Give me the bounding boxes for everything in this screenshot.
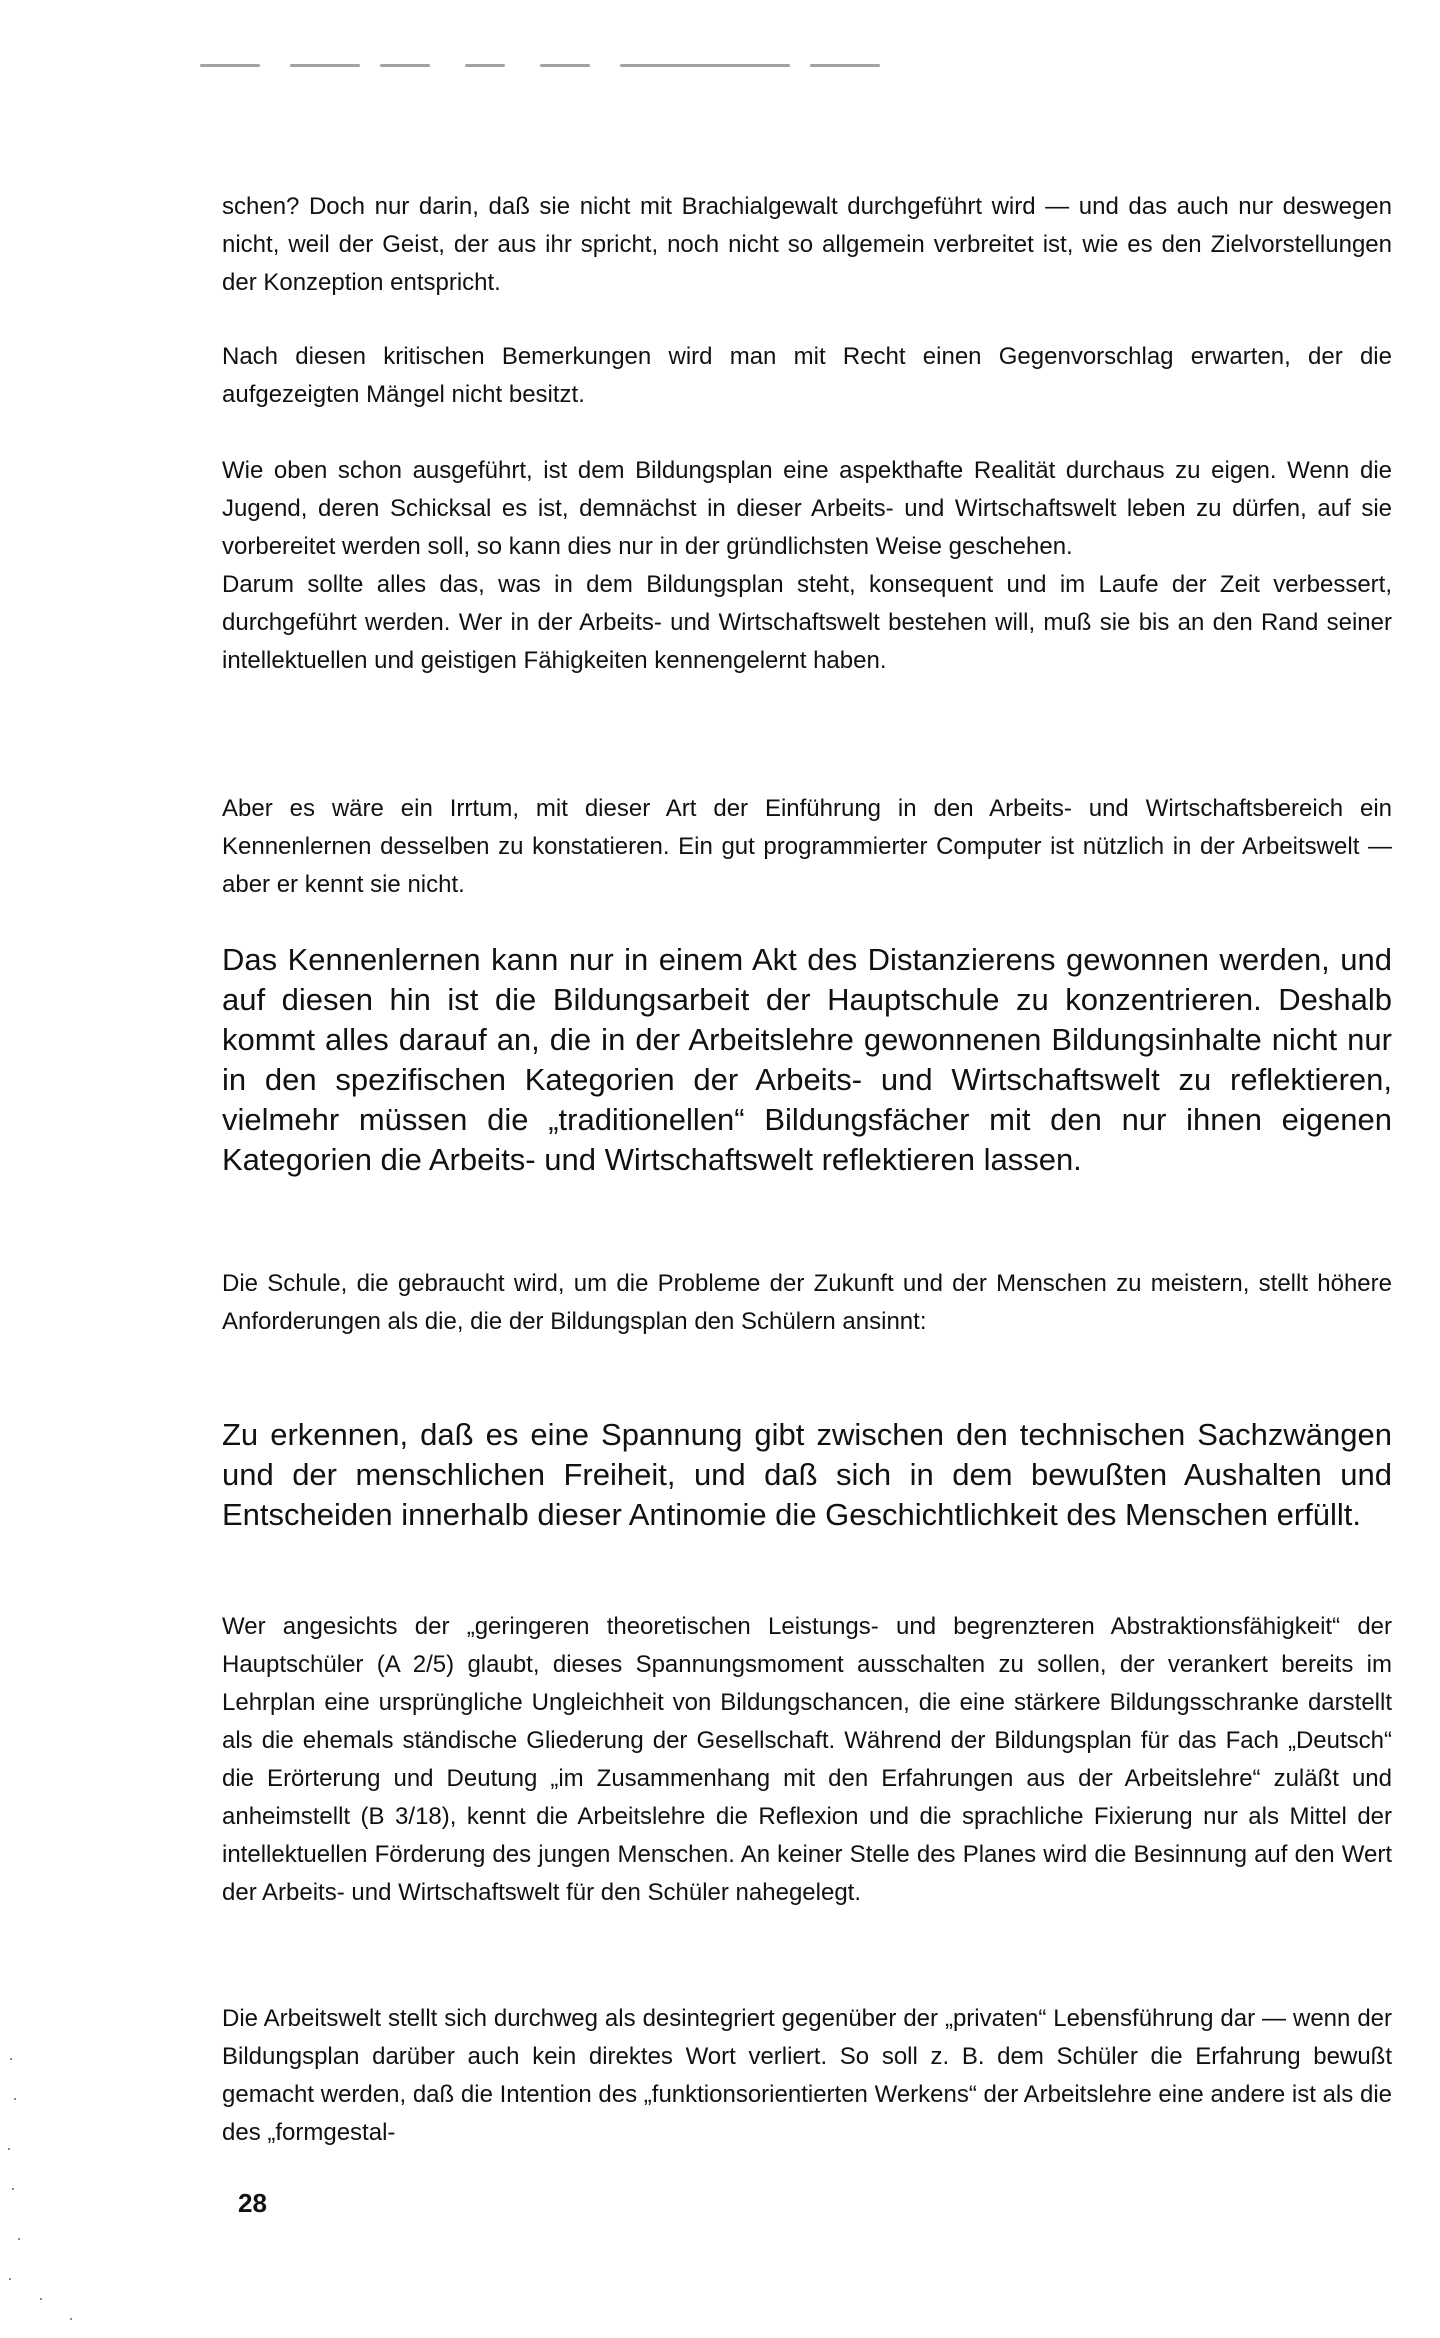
paragraph-1-block bbox=[222, 188, 1392, 302]
paragraph-4: Darum sollte alles das, was in dem Bildungsplan steht, konsequent und im Laufe der Zeit verbessert, durchgeführt werden. Wer in der Arbeits- und Wirtschaftswelt bestehen will, muß sie bis an den Rand seiner intellektuellen und geistigen Fähigkeiten kennengelernt haben. bbox=[222, 571, 1392, 674]
paragraph-8-emphasis: Zu erkennen, daß es eine Spannung gibt zwischen den technischen Sachzwängen und der menschlichen Freiheit, und daß sich in dem bewußten Aushalten und Entscheiden innerhalb dieser Antinomie die Geschichtlichkeit des Menschen erfüllt. bbox=[222, 1417, 1392, 1532]
paragraph-6-emphasis: Das Kennenlernen kann nur in einem Akt des Distanzierens gewonnen werden, und auf diesen hin ist die Bildungsarbeit der Hauptschule zu konzentrieren. Deshalb kommt alles darauf an, die in der Arbeitslehre gewonnenen Bildungsinhalte nicht nur in den spezifischen Kategorien der Arbeits- und Wirtschaftswelt zu reflektieren, vielmehr müssen die „traditionellen“ Bildungsfächer mit den nur ihnen eigenen Kategorien die Arbeits- und Wirtschaftswelt reflektieren lassen. bbox=[222, 942, 1392, 1177]
paragraph-7: Die Schule, die gebraucht wird, um die Probleme der Zukunft und der Menschen zu meistern, stellt höhere Anforderungen als die, die der Bildungsplan den Schülern ansinnt: bbox=[222, 1270, 1392, 1335]
paragraph-1: schen? Doch nur darin, daß sie nicht mit Brachialgewalt durchgeführt wird — und das auch nur deswegen nicht, weil der Geist, der aus ihr spricht, noch nicht so allgemein verbreitet ist, wie es den Zielvorstellungen der Konzeption entspricht. bbox=[222, 193, 1392, 296]
header-scan-artifact bbox=[200, 58, 880, 70]
paragraph-10: Die Arbeitswelt stellt sich durchweg als desintegriert gegenüber der „privaten“ Lebensführung dar — wenn der Bildungsplan darüber auch kein direktes Wort verliert. So soll z. B. dem Schüler die Erfahrung bewußt gemacht werden, daß die Intention des „funktionsorientierten Werkens“ der Arbeitslehre eine andere ist als die des „formgestal- bbox=[222, 2005, 1392, 2146]
paragraph-10-block bbox=[222, 2000, 1392, 2152]
paragraph-6-block bbox=[222, 940, 1392, 1180]
paragraph-5: Aber es wäre ein Irrtum, mit dieser Art der Einführung in den Arbeits- und Wirtschaftsbereich ein Kennenlernen desselben zu konstatieren. Ein gut programmierter Computer ist nützlich in der Arbeitswelt — aber er kennt sie nicht. bbox=[222, 795, 1392, 898]
paragraph-3: Wie oben schon ausgeführt, ist dem Bildungsplan eine aspekthafte Realität durchaus zu eigen. Wenn die Jugend, deren Schicksal es ist, demnächst in dieser Arbeits- und Wirtschaftswelt leben zu dürfen, auf sie vorbereitet werden soll, so kann dies nur in der gründlichsten Weise geschehen. bbox=[222, 457, 1392, 560]
paragraph-5-block bbox=[222, 790, 1392, 904]
paragraph-8-block bbox=[222, 1415, 1392, 1535]
scan-edge-noise bbox=[0, 2038, 90, 2338]
page-number: 28 bbox=[238, 2188, 267, 2218]
paragraph-9: Wer angesichts der „geringeren theoretischen Leistungs- und begrenzteren Abstraktionsfähigkeit“ der Hauptschüler (A 2/5) glaubt, dieses Spannungsmoment ausschalten zu sollen, der verankert bereits im Lehrplan eine ursprüngliche Ungleichheit von Bildungschancen, die eine stärkere Bildungsschranke darstellt als die ehemals ständische Gliederung der Gesellschaft. Während der Bildungsplan für das Fach „Deutsch“ die Erörterung und Deutung „im Zusammenhang mit den Erfahrungen aus der Arbeitslehre“ zuläßt und anheimstellt (B 3/18), kennt die Arbeitslehre die Reflexion und die sprachliche Fixierung nur als Mittel der intellektuellen Förderung des jungen Menschen. An keiner Stelle des Planes wird die Besinnung auf den Wert der Arbeits- und Wirtschaftswelt für den Schüler nahegelegt. bbox=[222, 1613, 1392, 1906]
paragraph-7-block bbox=[222, 1265, 1392, 1341]
paragraph-2: Nach diesen kritischen Bemerkungen wird man mit Recht einen Gegenvorschlag erwarten, der die aufgezeigten Mängel nicht besitzt. bbox=[222, 343, 1392, 408]
paragraph-3-block bbox=[222, 452, 1392, 680]
paragraph-2-block bbox=[222, 338, 1392, 414]
paragraph-9-block bbox=[222, 1608, 1392, 1912]
